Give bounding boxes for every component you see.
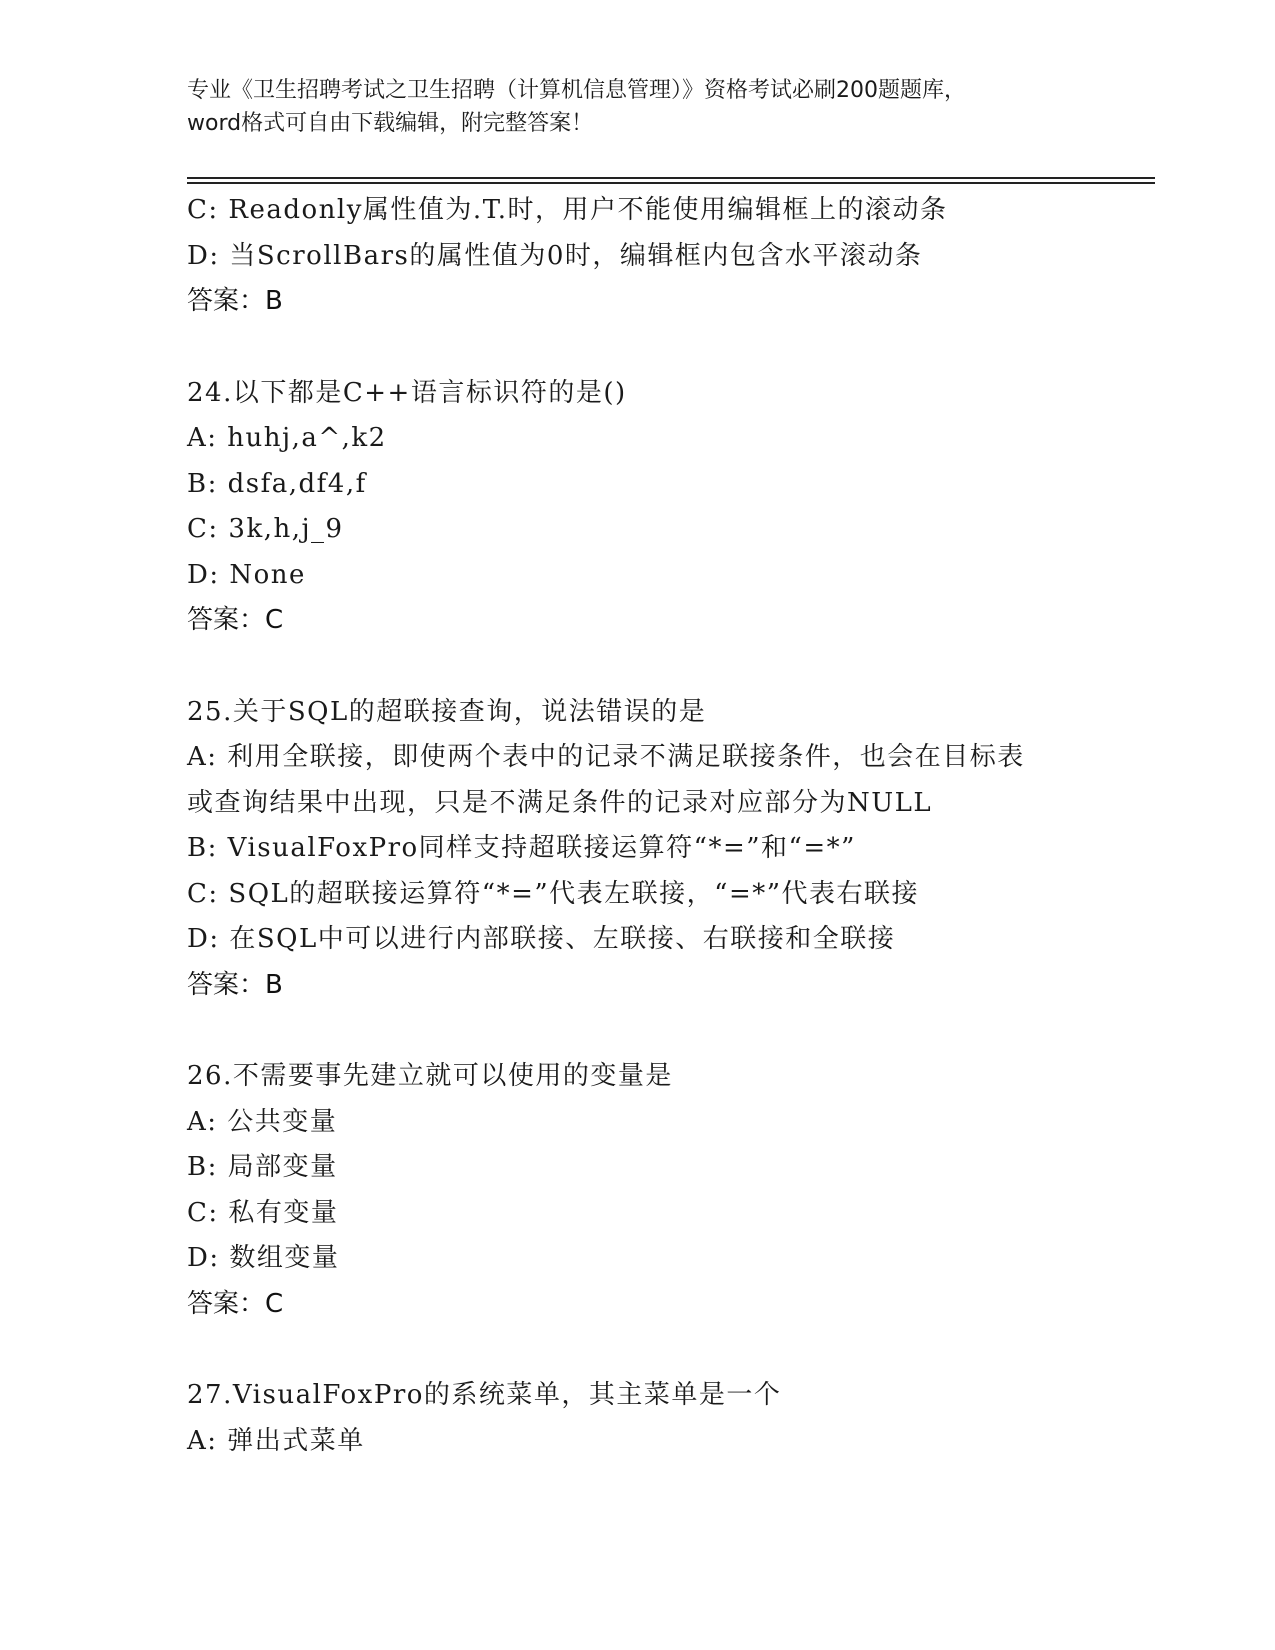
option-d: D: 在SQL中可以进行内部联接、左联接、右联接和全联接 — [187, 924, 896, 954]
option-b: B: VisualFoxPro同样支持超联接运算符“*=”和“=*” — [187, 833, 856, 863]
option-a: A: 利用全联接，即使两个表中的记录不满足联接条件，也会在目标表 — [187, 742, 1025, 772]
header-rule-bottom — [187, 182, 1155, 184]
header-line-1: 专业《卫生招聘考试之卫生招聘（计算机信息管理）》资格考试必刷200题题库， — [187, 78, 966, 103]
option-b: B: dsfa,df4,f — [187, 468, 367, 499]
option-c: C: SQL的超联接运算符“*=”代表左联接，“=*”代表右联接 — [187, 878, 920, 909]
spacer — [187, 325, 1107, 371]
question-27 — [187, 1373, 1107, 1464]
spacer — [187, 1008, 1107, 1054]
option-a: A: 弹出式菜单 — [187, 1425, 365, 1456]
option-b: B: 局部变量 — [187, 1152, 338, 1182]
option-a: A: huhj,a^,k2 — [187, 423, 387, 453]
question-stem: 24.以下都是C++语言标识符的是() — [187, 377, 627, 408]
option-c: C: 3k,h,j_9 — [187, 514, 344, 544]
answer-line: 答案：C — [187, 605, 284, 635]
option-c: C: Readonly属性值为.T.时，用户不能使用编辑框上的滚动条 — [187, 195, 948, 225]
option-d: D: 当ScrollBars的属性值为0时，编辑框内包含水平滚动条 — [187, 240, 923, 271]
question-26 — [187, 1054, 1107, 1327]
document-header — [187, 74, 1087, 140]
option-a: A: 公共变量 — [187, 1106, 338, 1137]
question-stem: 26.不需要事先建立就可以使用的变量是 — [187, 1061, 673, 1091]
option-d: D: 数组变量 — [187, 1243, 340, 1273]
option-d: D: None — [187, 559, 306, 590]
question-stem: 27.VisualFoxPro的系统菜单，其主菜单是一个 — [187, 1380, 782, 1410]
answer-line: 答案：B — [187, 286, 283, 316]
header-rule-top — [187, 177, 1155, 179]
answer-line: 答案：C — [187, 1288, 284, 1319]
question-23-continuation — [187, 188, 1107, 325]
header-line-2: word格式可自由下载编辑，附完整答案！ — [187, 111, 594, 136]
spacer — [187, 1327, 1107, 1373]
question-24 — [187, 371, 1107, 644]
answer-line: 答案：B — [187, 969, 283, 1000]
option-a-continued: 或查询结果中出现，只是不满足条件的记录对应部分为NULL — [187, 787, 933, 818]
option-c: C: 私有变量 — [187, 1197, 339, 1228]
question-content — [187, 188, 1107, 1464]
question-25 — [187, 690, 1107, 1009]
spacer — [187, 644, 1107, 690]
question-stem: 25.关于SQL的超联接查询，说法错误的是 — [187, 696, 707, 727]
